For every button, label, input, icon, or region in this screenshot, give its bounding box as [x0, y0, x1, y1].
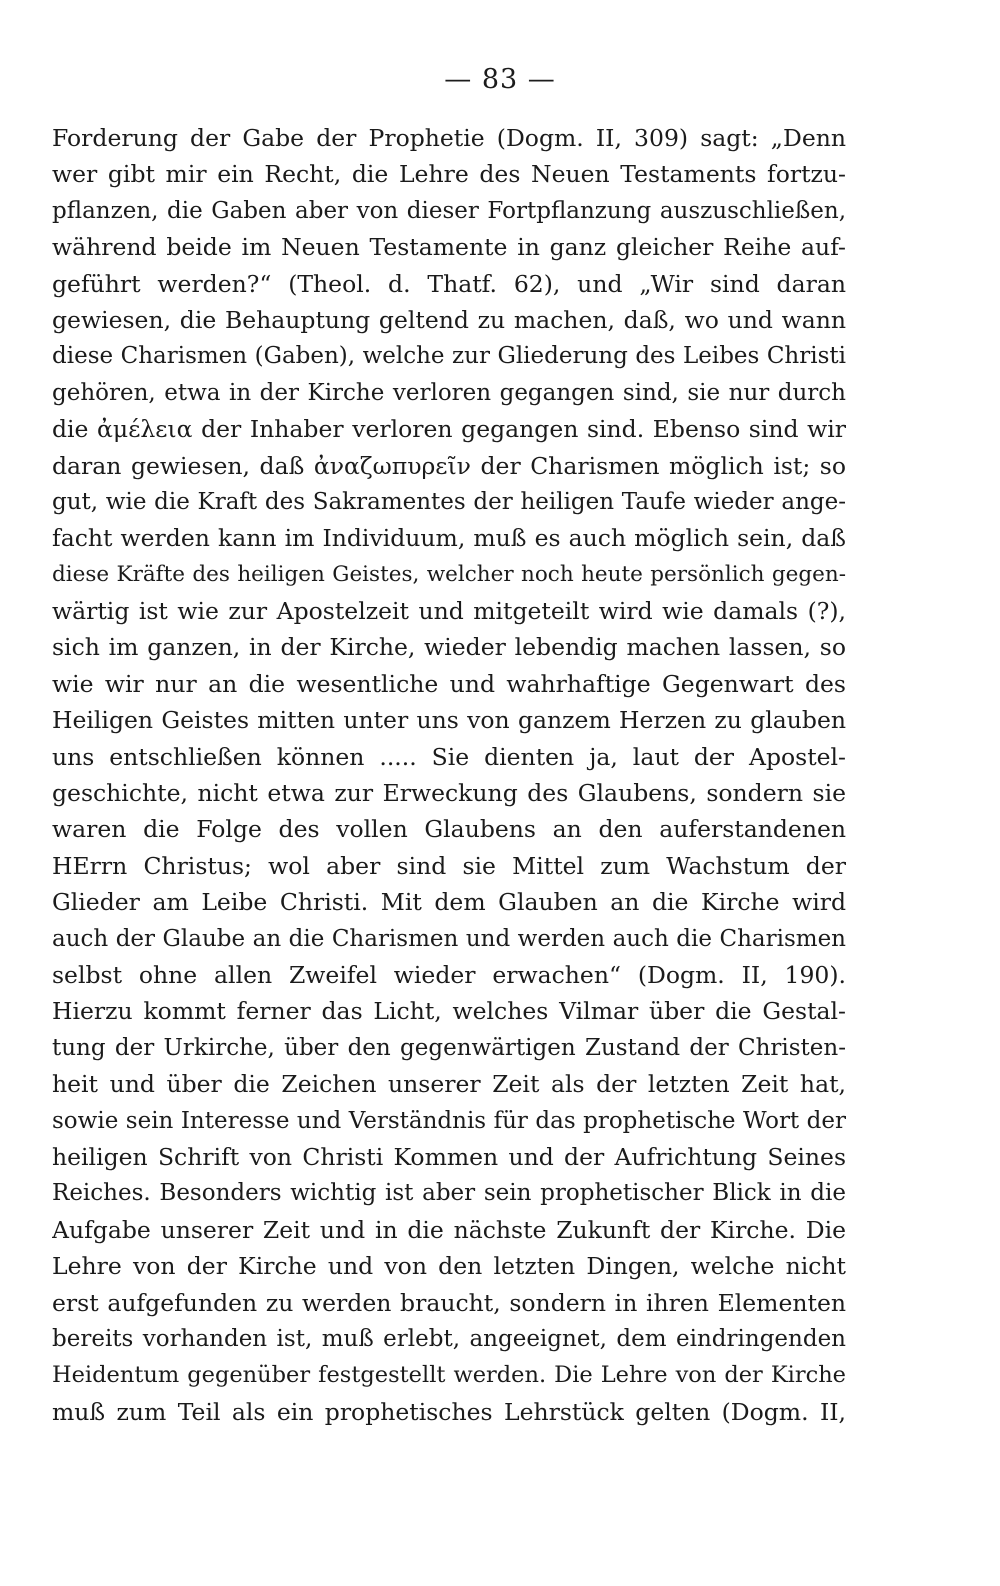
text-line: sich im ganzen, in der Kirche, wieder lebendig machen lassen, so	[52, 633, 846, 662]
text-line: Hierzu kommt ferner das Licht, welches Vilmar über die Gestal-	[52, 997, 846, 1026]
text-line: die ἀμέλεια der Inhaber verloren gegangen sind. Ebenso sind wir	[52, 415, 846, 444]
text-line: wie wir nur an die wesentliche und wahrhaftige Gegenwart des	[52, 669, 846, 698]
text-line: diese Charismen (Gaben), welche zur Gliederung des Leibes Christi	[52, 343, 846, 370]
text-line: Glieder am Leibe Christi. Mit dem Glauben an die Kirche wird	[52, 888, 846, 917]
text-line: pflanzen, die Gaben aber von dieser Fortpflanzung auszuschließen,	[52, 197, 846, 224]
text-line: tung der Urkirche, über den gegenwärtigen Zustand der Christen-	[52, 1034, 846, 1061]
text-line: Heidentum gegenüber festgestellt werden. Die Lehre von der Kirche	[52, 1362, 846, 1389]
text-line: daran gewiesen, daß ἀναζωπυρεῖν der Charismen möglich ist; so	[52, 451, 846, 480]
text-line: Lehre von der Kirche und von den letzten Dingen, welche nicht	[52, 1252, 846, 1281]
text-line: wer gibt mir ein Recht, die Lehre des Neuen Testaments fortzu-	[52, 160, 846, 189]
text-line: uns entschließen können ..... Sie dienten ja, laut der Apostel-	[52, 742, 846, 771]
text-line: Forderung der Gabe der Prophetie (Dogm. II, 309) sagt: „Denn	[52, 124, 846, 152]
text-line: selbst ohne allen Zweifel wieder erwachen“ (Dogm. II, 190).	[52, 960, 846, 989]
body-text	[52, 120, 846, 1430]
text-line: erst aufgefunden zu werden braucht, sondern in ihren Elementen	[52, 1288, 846, 1317]
text-line: wärtig ist wie zur Apostelzeit und mitgeteilt wird wie damals (?),	[52, 597, 846, 626]
page-number: — 83 —	[444, 64, 556, 95]
text-line: Aufgabe unserer Zeit und in die nächste Zukunft der Kirche. Die	[52, 1215, 846, 1244]
text-line: Heiligen Geistes mitten unter uns von ganzem Herzen zu glauben	[52, 706, 846, 735]
text-line: gut, wie die Kraft des Sakramentes der heiligen Taufe wieder ange-	[52, 488, 846, 515]
text-line: diese Kräfte des heiligen Geistes, welcher noch heute persönlich gegen-	[52, 561, 846, 587]
text-line: heit und über die Zeichen unserer Zeit als der letzten Zeit hat,	[52, 1070, 846, 1099]
text-line: heiligen Schrift von Christi Kommen und der Aufrichtung Seines	[52, 1142, 846, 1171]
text-line: facht werden kann im Individuum, muß es auch möglich sein, daß	[52, 524, 846, 553]
text-line: HErrn Christus; wol aber sind sie Mittel zum Wachstum der	[52, 851, 846, 880]
text-line: muß zum Teil als ein prophetisches Lehrstück gelten (Dogm. II,	[52, 1397, 846, 1426]
text-line: geführt werden?“ (Theol. d. Thatf. 62), und „Wir sind daran	[52, 269, 846, 298]
text-line: während beide im Neuen Testamente in ganz gleicher Reihe auf-	[52, 233, 846, 262]
text-line: waren die Folge des vollen Glaubens an den auferstandenen	[52, 815, 846, 844]
text-line: auch der Glaube an die Charismen und werden auch die Charismen	[52, 925, 846, 952]
text-line: Reiches. Besonders wichtig ist aber sein prophetischer Blick in die	[52, 1180, 846, 1207]
text-line: gewiesen, die Behauptung geltend zu machen, daß, wo und wann	[52, 305, 846, 334]
text-line: bereits vorhanden ist, muß erlebt, angeeignet, dem eindringenden	[52, 1325, 846, 1352]
text-line: sowie sein Interesse und Verständnis für das prophetische Wort der	[52, 1107, 846, 1134]
text-line: geschichte, nicht etwa zur Erweckung des Glaubens, sondern sie	[52, 779, 846, 808]
text-line: gehören, etwa in der Kirche verloren gegangen sind, sie nur durch	[52, 379, 846, 406]
